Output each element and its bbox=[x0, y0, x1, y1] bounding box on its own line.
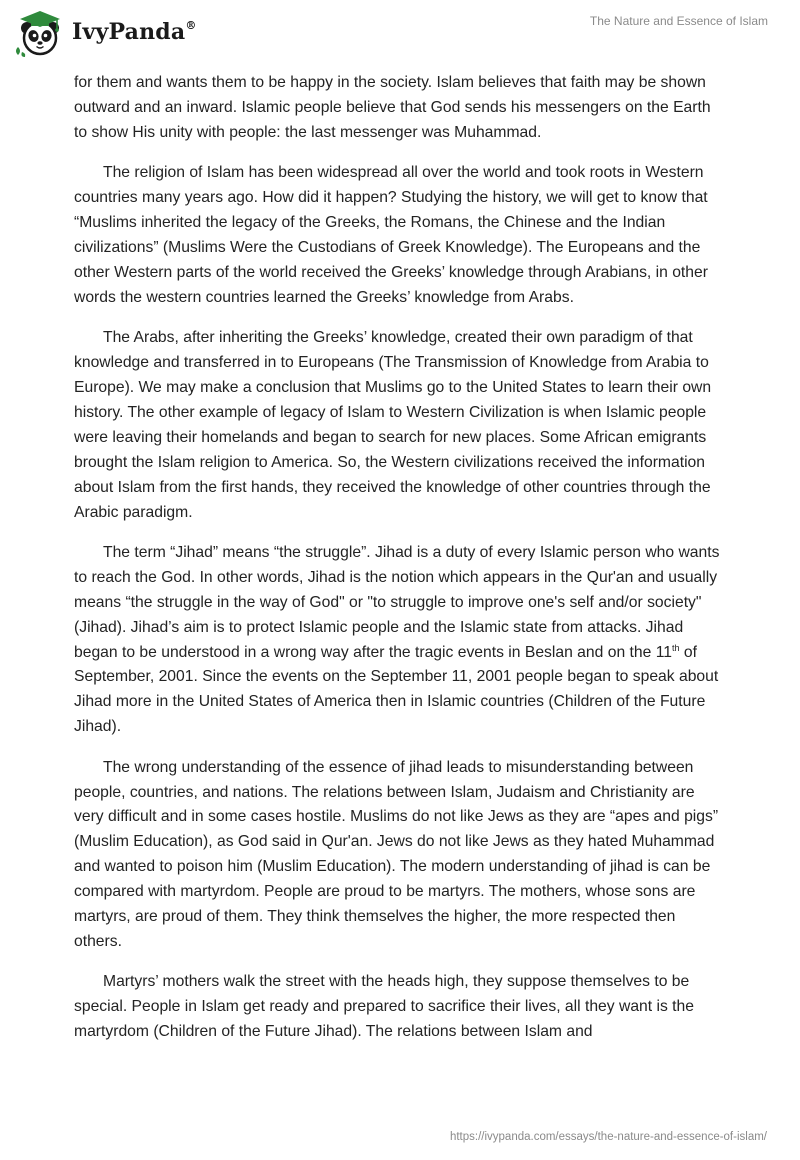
paragraph-6: Martyrs’ mothers walk the street with the heads high, they suppose themselves to be special. People in Islam get ready and prepared to sacrifice their lives, all they want is the martyrdom (Children of the Future Jihad). The relations between Islam and bbox=[74, 973, 694, 1041]
paragraph-4 bbox=[74, 541, 726, 740]
ivypanda-logo-link[interactable] bbox=[14, 7, 197, 59]
brand-name: IvyPanda® bbox=[72, 18, 197, 45]
essay-body bbox=[74, 71, 726, 1061]
ordinal-suffix: th bbox=[671, 642, 680, 653]
paragraph-3: The Arabs, after inheriting the Greeks’ knowledge, created their own paradigm of that knowledge and transferred in to Europeans (The Transmission of Knowledge from Arabia to Europe). We may make a conclusion that Muslims go to the United States to learn their own history. The other example of legacy of Islam to Western Civilization is when Islamic people were leaving their homelands and began to search for new places. Some African emigrants brought the Islam religion to America. So, the Western civilizations received the information about Islam from the first hands, they received the knowledge of other countries through the Arabic paradigm. bbox=[74, 329, 712, 521]
page-header bbox=[0, 0, 800, 70]
paragraph-1: for them and wants them to be happy in the society. Islam believes that faith may be shown outward and an inward. Islamic people believe that God sends his messengers on the Earth to show His unity with people: the last messenger was Muhammad. bbox=[74, 74, 711, 141]
paragraph-4-part-1: The term “Jihad” means “the struggle”. Jihad is a duty of every Islamic person who wants to reach the God. In other words, Jihad is the notion which appears in the Qur'an and usually means “the struggle in the way of God" or "to struggle to improve one's self and/or society" (Jihad). Jihad’s aim is to protect Islamic people and the Islamic state from attacks. Jihad began to be understood in a wrong way after the tragic events in Beslan and on the 11 bbox=[74, 543, 720, 661]
paragraph-4-part-2: of September, 2001. Since the events on the September 11, 2001 people began to speak about Jihad more in the United States of America then in Islamic countries (Children of the Future Jihad). bbox=[74, 643, 719, 736]
paragraph-2: The religion of Islam has been widespread all over the world and took roots in Western countries many years ago. How did it happen? Studying the history, we will get to know that “Muslims inherited the legacy of the Greeks, the Romans, the Chinese and the Indian civilizations” (Muslims Were the Custodians of Greek Knowledge). The Europeans and the other Western parts of the world received the Greeks’ knowledge through Arabians, in other words the western countries learned the Greeks’ knowledge from Arabs. bbox=[74, 164, 708, 306]
document-title: The Nature and Essence of Islam bbox=[589, 14, 768, 28]
registered-mark: ® bbox=[185, 18, 197, 32]
paragraph-5: The wrong understanding of the essence of jihad leads to misunderstanding between people, countries, and nations. The relations between Islam, Judaism and Christianity are very difficult and in some cases hostile. Muslims do not like Jews as they are “apes and pigs” (Muslim Education), as God said in Qur'an. Jews do not like Jews as they hated Muhammad and wanted to poison him (Muslim Education). The modern understanding of jihad is can be compared with martyrdom. People are proud to be martyrs. The mothers, whose sons are martyrs, are proud of them. They think themselves the higher, the more respected then others. bbox=[74, 758, 719, 950]
panda-graduation-cap-icon bbox=[14, 7, 66, 59]
source-url-link[interactable]: https://ivypanda.com/essays/the-nature-and-essence-of-islam/ bbox=[449, 1131, 767, 1143]
